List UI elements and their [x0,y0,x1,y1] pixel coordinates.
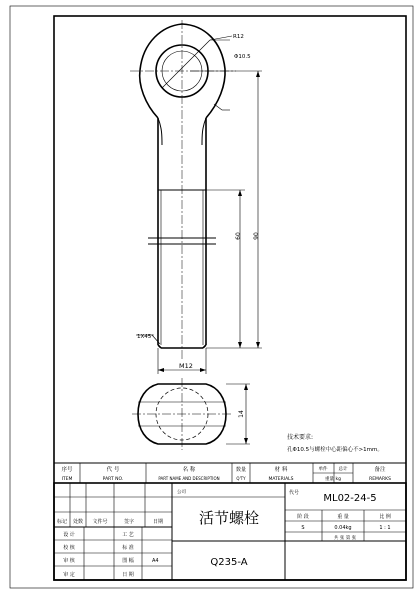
part-material: Q235-A [210,557,248,568]
hdr-code-en: PART NO. [102,477,124,482]
hdr-unit-weight: 单件 [318,467,328,472]
company-label: 公司 [177,490,186,495]
part-name: 活节螺栓 [198,509,260,527]
dim-hole-dia: Φ10.5 [234,54,251,60]
role-process: 工 艺 [122,532,134,538]
notes-line1: 孔Φ10.5与螺栓中心距偏心不>1mm。 [287,447,383,453]
rev-mark: 标记 [56,519,68,525]
end-view [132,378,250,450]
code-label: 代号 [289,490,300,496]
hdr-remarks: 备注 [374,467,386,473]
dim-thread-size: M12 [179,362,193,370]
hdr-code: 代 号 [106,467,120,473]
rev-doc: 文件号 [92,519,108,525]
role-review: 审 核 [63,558,75,564]
role-check: 校 核 [63,545,75,551]
hdr-seq: 序号 [61,467,73,473]
role-standard: 标 准 [122,545,134,551]
role-design: 设 计 [63,532,75,538]
technical-notes [287,433,383,453]
role-approve: 审 定 [63,572,75,578]
weight-value: 0.04kg [334,525,352,531]
dim-chamfer: 1X45° [137,334,155,340]
scale-label: 比 例 [379,514,391,520]
scale-value: 1 : 1 [379,525,391,531]
hdr-weight: 重量 kg [325,477,341,482]
role-date: 日 期 [122,572,134,578]
stage-label: 阶 段 [297,514,309,520]
rev-count: 处数 [72,519,84,525]
rev-date: 日期 [152,519,164,525]
role-format: 图 幅 [122,558,134,564]
sheet-info: 共 张 第 张 [333,536,357,541]
hdr-name: 名 称 [182,467,196,473]
hdr-seq-en: ITEM [61,477,73,482]
weight-label: 重 量 [337,514,349,520]
hdr-qty: 数量 [235,467,247,473]
format-value: A4 [152,558,159,564]
dim-head-radius: R12 [233,34,244,40]
dim-head-thickness: 14 [238,410,245,418]
main-view [130,20,262,374]
title-block [54,483,406,580]
drawing-number: ML02-24-5 [323,493,377,504]
notes-title: 技术要求: [287,434,314,441]
hdr-total-weight: 总计 [338,467,348,472]
parts-list-header [54,463,406,483]
dim-thread-length: 60 [235,232,242,240]
hdr-name-en: PART NAME AND DESCRIPTION [158,476,220,481]
hdr-remarks-en: REMARKS [369,477,391,482]
hdr-qty-en: Q'TY [236,476,246,481]
rev-sign: 签字 [123,519,135,525]
hdr-material: 材 料 [274,467,288,473]
hdr-material-en: MATERIALS [268,477,294,482]
stage-value: S [301,525,305,531]
dim-overall-length: 90 [253,232,260,240]
